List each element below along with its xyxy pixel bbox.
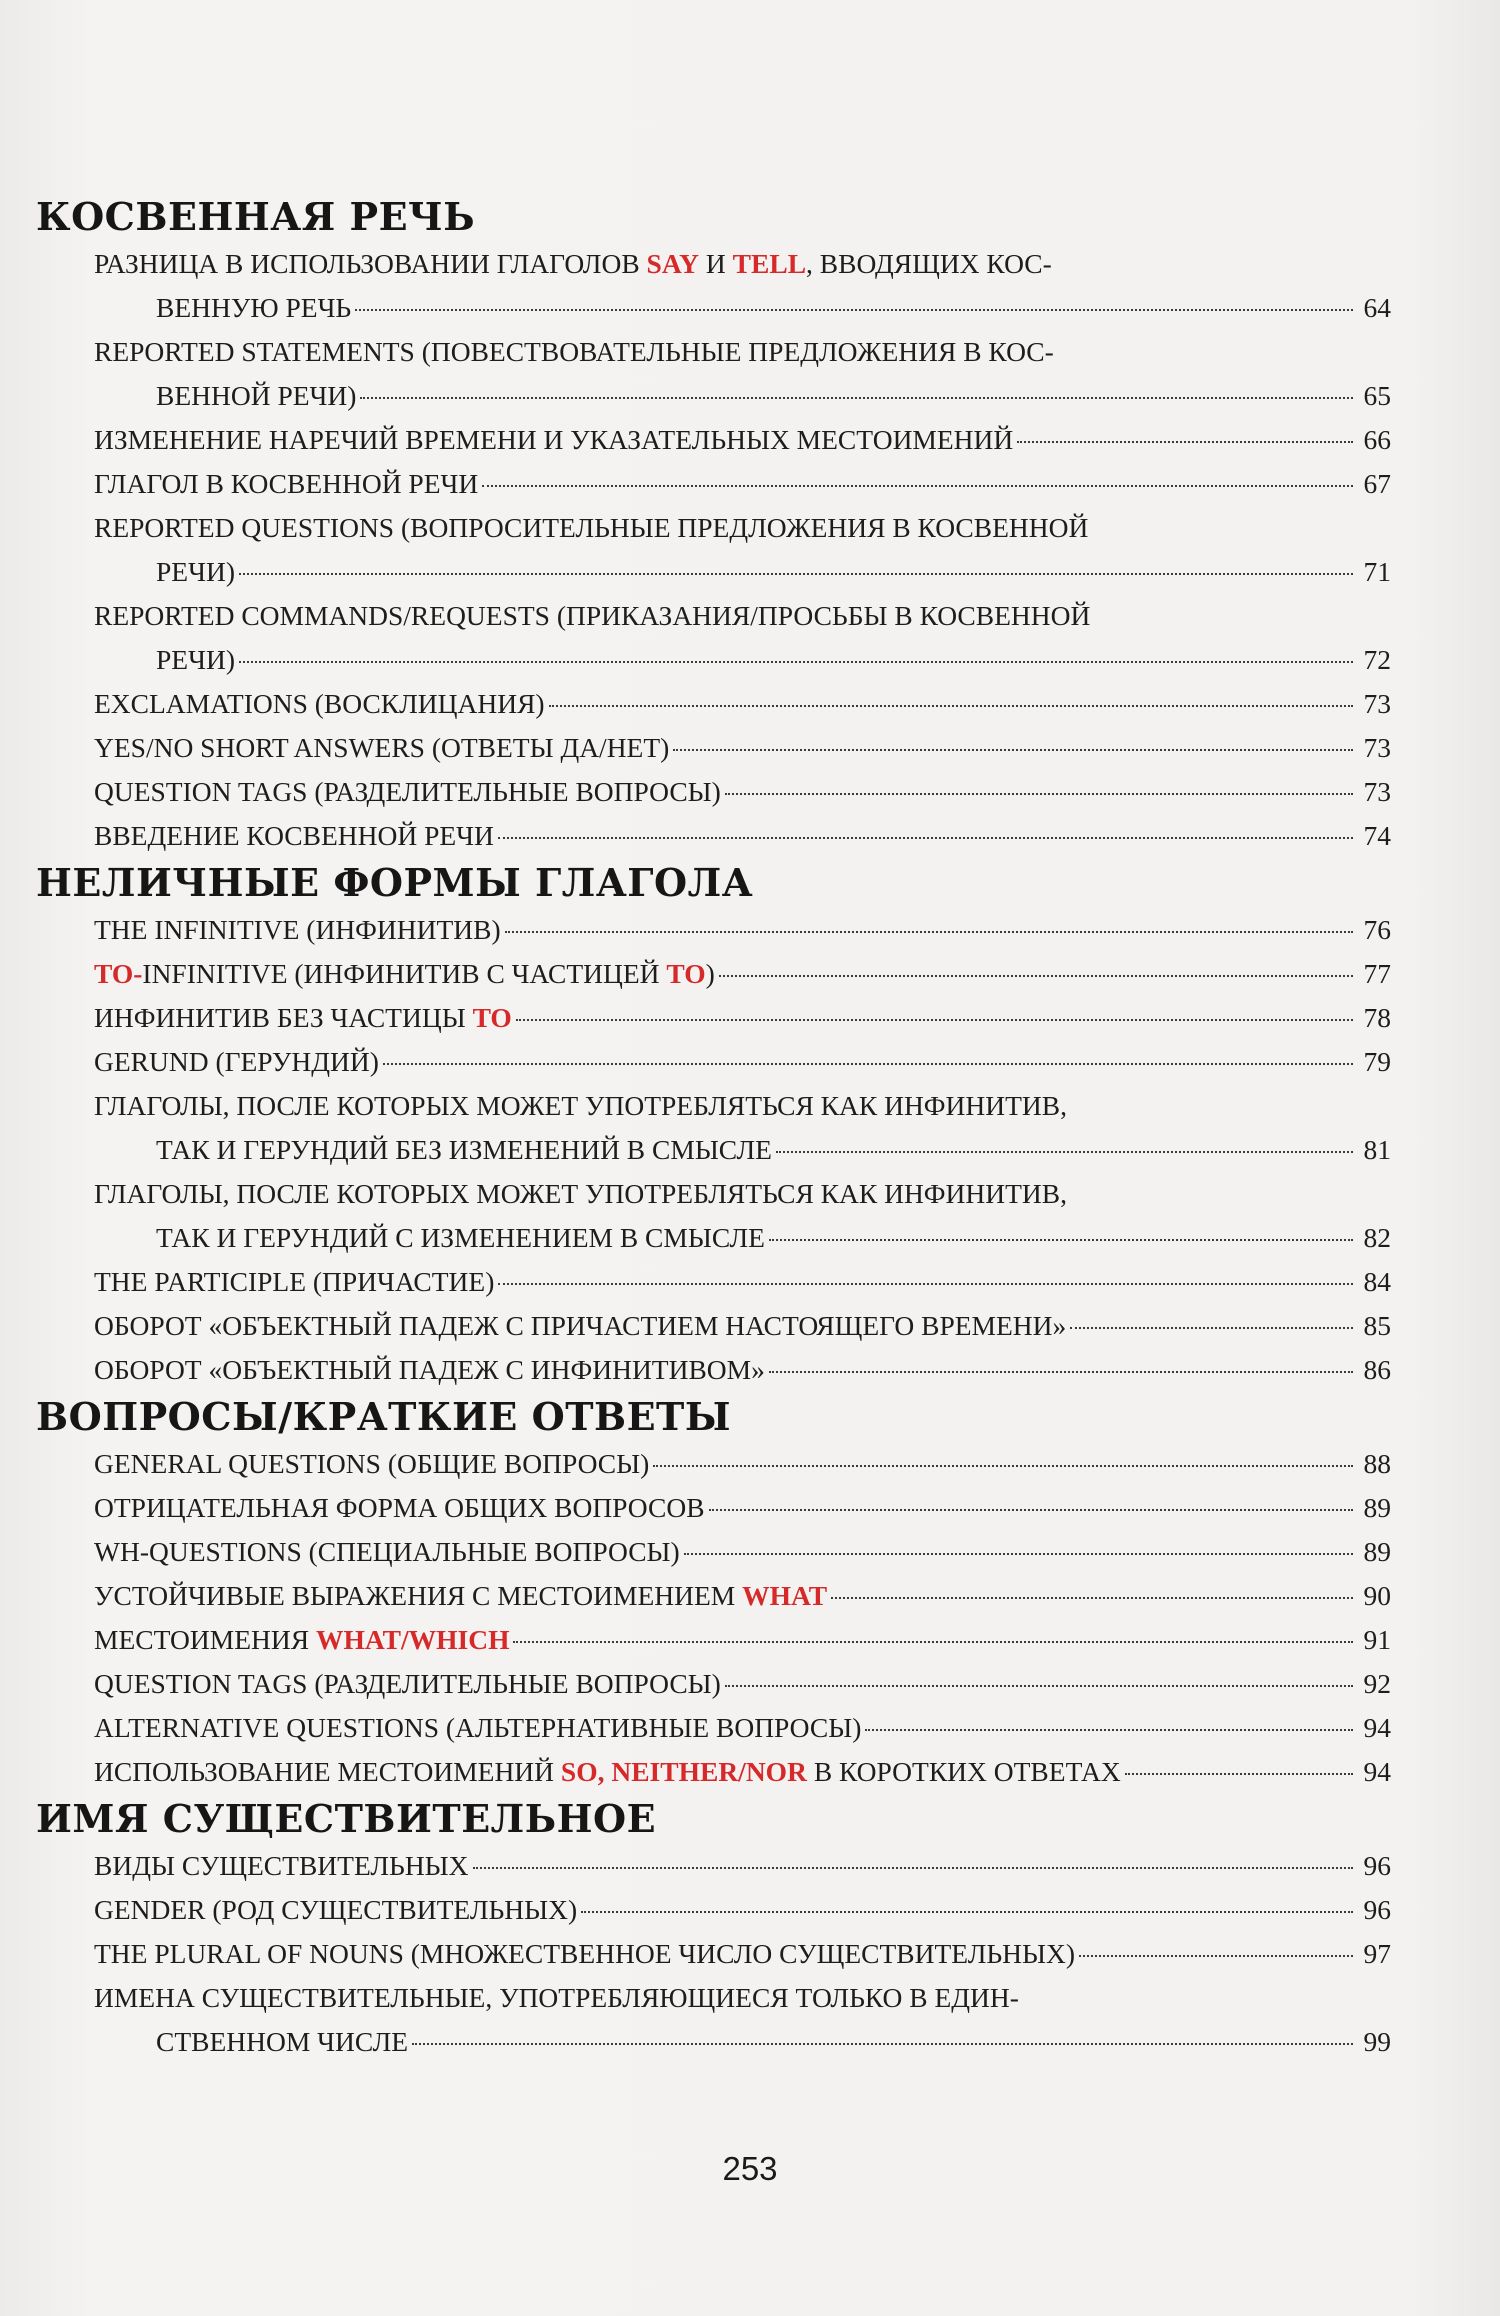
entry-text: ВВЕДЕНИЕ КОСВЕННОЙ РЕЧИ	[94, 820, 494, 851]
highlighted-term: SO, NEITHER/NOR	[560, 1756, 807, 1787]
dot-leader	[383, 1063, 1353, 1065]
entry-title	[94, 1260, 494, 1304]
entry-text: THE INFINITIVE (ИНФИНИТИВ)	[94, 914, 501, 945]
entry-page-number: 86	[1363, 1354, 1391, 1385]
dot-leader	[1125, 1773, 1353, 1775]
entry-title-continuation: РЕЧИ)	[156, 556, 235, 587]
highlighted-term: TELL	[732, 248, 807, 279]
entry-page-number: 91	[1363, 1624, 1391, 1655]
entry-text: THE PARTICIPLE (ПРИЧАСТИЕ)	[94, 1266, 495, 1297]
dot-leader	[473, 1867, 1353, 1869]
entry-title	[94, 1706, 861, 1750]
entry-title-continuation: ВЕННОЙ РЕЧИ)	[156, 380, 357, 411]
toc-entry	[94, 770, 1391, 814]
toc-entry	[94, 1574, 1391, 1618]
entry-text: GERUND (ГЕРУНДИЙ)	[94, 1046, 379, 1077]
entry-title	[94, 1888, 577, 1932]
toc-entry	[94, 1706, 1391, 1750]
dot-leader	[1079, 1955, 1353, 1957]
toc-section	[36, 1794, 1391, 2064]
dot-leader	[355, 309, 1353, 311]
toc-entry	[94, 908, 1391, 952]
toc-entry	[94, 242, 1391, 330]
toc-entry	[94, 952, 1391, 996]
toc-section	[36, 1392, 1391, 1794]
toc-entry	[94, 726, 1391, 770]
dot-leader	[360, 397, 1353, 399]
entry-page-number: 67	[1363, 468, 1391, 499]
dot-leader	[513, 1641, 1353, 1643]
entry-page-number: 73	[1363, 732, 1391, 763]
entry-page-number: 82	[1363, 1222, 1391, 1253]
entry-text: МЕСТОИМЕНИЯ	[94, 1624, 316, 1655]
toc-entry	[94, 1442, 1391, 1486]
entry-text: ALTERNATIVE QUESTIONS (АЛЬТЕРНАТИВНЫЕ ВОПРОСЫ)	[94, 1712, 862, 1743]
dot-leader	[581, 1911, 1353, 1913]
entry-text: ИСПОЛЬЗОВАНИЕ МЕСТОИМЕНИЙ	[94, 1756, 561, 1787]
entry-text: )	[705, 958, 715, 989]
highlighted-term: TO	[472, 1002, 512, 1033]
entry-text: EXCLAMATIONS (ВОСКЛИЦАНИЯ)	[94, 688, 545, 719]
entry-title	[94, 1750, 1121, 1794]
entry-title	[94, 1304, 1066, 1348]
dot-leader	[1017, 441, 1353, 443]
entry-page-number: 94	[1363, 1712, 1391, 1743]
dot-leader	[653, 1465, 1353, 1467]
entry-text: ИМЕНА СУЩЕСТВИТЕЛЬНЫЕ, УПОТРЕБЛЯЮЩИЕСЯ ТОЛЬКО В ЕДИН-	[94, 1982, 1019, 2013]
entry-text: YES/NO SHORT ANSWERS (ОТВЕТЫ ДА/НЕТ)	[94, 732, 670, 763]
section-title: ВОПРОСЫ/КРАТКИЕ ОТВЕТЫ	[36, 1394, 731, 1439]
entry-page-number: 96	[1363, 1850, 1391, 1881]
entry-title	[94, 594, 1090, 638]
entry-title	[94, 682, 545, 726]
toc-entry	[94, 1304, 1391, 1348]
entry-text: WH-QUESTIONS (СПЕЦИАЛЬНЫЕ ВОПРОСЫ)	[94, 1536, 680, 1567]
entry-page-number: 84	[1363, 1266, 1391, 1297]
toc-entry	[94, 462, 1391, 506]
toc-entry	[94, 1172, 1391, 1260]
entry-title	[94, 770, 721, 814]
entry-title-continuation: ТАК И ГЕРУНДИЙ С ИЗМЕНЕНИЕМ В СМЫСЛЕ	[156, 1222, 765, 1253]
toc-entry	[94, 1888, 1391, 1932]
highlighted-term: TO-	[94, 958, 143, 989]
dot-leader	[516, 1019, 1353, 1021]
entry-title	[94, 1662, 721, 1706]
entry-page-number: 90	[1363, 1580, 1391, 1611]
toc-entry	[94, 330, 1391, 418]
entry-page-number: 66	[1363, 424, 1391, 455]
toc-entry	[94, 682, 1391, 726]
entry-page-number: 64	[1363, 292, 1391, 323]
entry-text: ГЛАГОЛЫ, ПОСЛЕ КОТОРЫХ МОЖЕТ УПОТРЕБЛЯТЬСЯ КАК ИНФИНИТИВ,	[94, 1178, 1067, 1209]
entry-page-number: 89	[1363, 1536, 1391, 1567]
toc-entry	[94, 1976, 1391, 2064]
dot-leader	[725, 793, 1353, 795]
entry-page-number: 72	[1363, 644, 1391, 675]
entry-text: ГЛАГОЛЫ, ПОСЛЕ КОТОРЫХ МОЖЕТ УПОТРЕБЛЯТЬСЯ КАК ИНФИНИТИВ,	[94, 1090, 1067, 1121]
entry-text: , ВВОДЯЩИХ КОС-	[806, 248, 1052, 279]
toc-entry	[94, 1750, 1391, 1794]
entry-page-number: 74	[1363, 820, 1391, 851]
entry-title	[94, 1172, 1067, 1216]
entry-text: ОБОРОТ «ОБЪЕКТНЫЙ ПАДЕЖ С ПРИЧАСТИЕМ НАСТОЯЩЕГО ВРЕМЕНИ»	[94, 1310, 1067, 1341]
entry-page-number: 88	[1363, 1448, 1391, 1479]
dot-leader	[498, 1283, 1353, 1285]
entry-text: ГЛАГОЛ В КОСВЕННОЙ РЕЧИ	[94, 468, 479, 499]
entry-text: В КОРОТКИХ ОТВЕТАХ	[806, 1756, 1121, 1787]
entry-text: ИЗМЕНЕНИЕ НАРЕЧИЙ ВРЕМЕНИ И УКАЗАТЕЛЬНЫХ МЕСТОИМЕНИЙ	[94, 424, 1014, 455]
toc-entry	[94, 814, 1391, 858]
entry-title	[94, 330, 1054, 374]
toc-entry	[94, 1486, 1391, 1530]
entry-text: ОТРИЦАТЕЛЬНАЯ ФОРМА ОБЩИХ ВОПРОСОВ	[94, 1492, 705, 1523]
entry-title	[94, 418, 1013, 462]
dot-leader	[1070, 1327, 1353, 1329]
highlighted-term: WHAT/WHICH	[315, 1624, 510, 1655]
section-title: ИМЯ СУЩЕСТВИТЕЛЬНОЕ	[36, 1796, 657, 1841]
entry-title	[94, 1084, 1067, 1128]
entry-text: QUESTION TAGS (РАЗДЕЛИТЕЛЬНЫЕ ВОПРОСЫ)	[94, 1668, 721, 1699]
entry-text: РАЗНИЦА В ИСПОЛЬЗОВАНИИ ГЛАГОЛОВ	[94, 248, 647, 279]
dot-leader	[412, 2043, 1353, 2045]
entry-page-number: 65	[1363, 380, 1391, 411]
entry-page-number: 89	[1363, 1492, 1391, 1523]
entry-page-number: 99	[1363, 2026, 1391, 2057]
dot-leader	[498, 837, 1353, 839]
toc-entry	[94, 996, 1391, 1040]
toc-section	[36, 192, 1391, 858]
entry-text: GENERAL QUESTIONS (ОБЩИЕ ВОПРОСЫ)	[94, 1448, 650, 1479]
entry-title	[94, 726, 669, 770]
toc-entry	[94, 1348, 1391, 1392]
entry-page-number: 96	[1363, 1894, 1391, 1925]
entry-text: ОБОРОТ «ОБЪЕКТНЫЙ ПАДЕЖ С ИНФИНИТИВОМ»	[94, 1354, 765, 1385]
entry-page-number: 73	[1363, 776, 1391, 807]
entry-title-continuation: РЕЧИ)	[156, 644, 235, 675]
toc-entry	[94, 1662, 1391, 1706]
entry-title	[94, 952, 715, 996]
highlighted-term: TO	[666, 958, 706, 989]
entry-text: THE PLURAL OF NOUNS (МНОЖЕСТВЕННОЕ ЧИСЛО СУЩЕСТВИТЕЛЬНЫХ)	[94, 1938, 1076, 1969]
entry-page-number: 78	[1363, 1002, 1391, 1033]
entry-page-number: 85	[1363, 1310, 1391, 1341]
toc-entry	[94, 1040, 1391, 1084]
entry-title	[94, 1348, 765, 1392]
entry-page-number: 79	[1363, 1046, 1391, 1077]
entry-page-number: 77	[1363, 958, 1391, 989]
entry-title	[94, 1844, 469, 1888]
toc-entry	[94, 418, 1391, 462]
entry-title	[94, 462, 478, 506]
entry-title-continuation: ВЕННУЮ РЕЧЬ	[156, 292, 352, 323]
toc-section	[36, 858, 1391, 1392]
entry-page-number: 76	[1363, 914, 1391, 945]
entry-page-number: 92	[1363, 1668, 1391, 1699]
toc-entry	[94, 1084, 1391, 1172]
entry-title	[94, 1618, 509, 1662]
dot-leader	[725, 1685, 1353, 1687]
dot-leader	[865, 1729, 1353, 1731]
dot-leader	[776, 1151, 1353, 1153]
entry-page-number: 81	[1363, 1134, 1391, 1165]
entry-title-continuation: СТВЕННОМ ЧИСЛЕ	[156, 2026, 409, 2057]
toc-entry	[94, 1618, 1391, 1662]
highlighted-term: WHAT	[742, 1580, 828, 1611]
entry-text: GENDER (РОД СУЩЕСТВИТЕЛЬНЫХ)	[94, 1894, 578, 1925]
toc-entry	[94, 1260, 1391, 1304]
entry-title-continuation: ТАК И ГЕРУНДИЙ БЕЗ ИЗМЕНЕНИЙ В СМЫСЛЕ	[156, 1134, 772, 1165]
entry-title	[94, 1574, 827, 1618]
dot-leader	[239, 661, 1353, 663]
entry-title	[94, 1932, 1075, 1976]
dot-leader	[769, 1371, 1353, 1373]
toc-entry	[94, 1932, 1391, 1976]
section-title: НЕЛИЧНЫЕ ФОРМЫ ГЛАГОЛА	[36, 860, 754, 905]
entry-page-number: 71	[1363, 556, 1391, 587]
entry-text: REPORTED STATEMENTS (ПОВЕСТВОВАТЕЛЬНЫЕ ПРЕДЛОЖЕНИЯ В КОС-	[94, 336, 1054, 367]
entry-page-number: 94	[1363, 1756, 1391, 1787]
dot-leader	[549, 705, 1353, 707]
entry-text: ВИДЫ СУЩЕСТВИТЕЛЬНЫХ	[94, 1850, 469, 1881]
dot-leader	[684, 1553, 1353, 1555]
entry-title	[94, 506, 1088, 550]
highlighted-term: SAY	[646, 248, 700, 279]
entry-title	[94, 242, 1052, 286]
toc-entry	[94, 1530, 1391, 1574]
entry-text: INFINITIVE (ИНФИНИТИВ С ЧАСТИЦЕЙ	[142, 958, 667, 989]
entry-title	[94, 1442, 649, 1486]
entry-title	[94, 1486, 705, 1530]
dot-leader	[831, 1597, 1353, 1599]
entry-text: УСТОЙЧИВЫЕ ВЫРАЖЕНИЯ С МЕСТОИМЕНИЕМ	[94, 1580, 743, 1611]
dot-leader	[719, 975, 1353, 977]
dot-leader	[482, 485, 1353, 487]
entry-title	[94, 908, 501, 952]
entry-text: REPORTED COMMANDS/REQUESTS (ПРИКАЗАНИЯ/ПРОСЬБЫ В КОСВЕННОЙ	[94, 600, 1091, 631]
entry-text: QUESTION TAGS (РАЗДЕЛИТЕЛЬНЫЕ ВОПРОСЫ)	[94, 776, 721, 807]
entry-page-number: 97	[1363, 1938, 1391, 1969]
entry-text: И	[699, 248, 733, 279]
entry-title	[94, 1530, 680, 1574]
entry-title	[94, 814, 494, 858]
section-title: КОСВЕННАЯ РЕЧЬ	[36, 194, 476, 239]
toc-entry	[94, 594, 1391, 682]
dot-leader	[769, 1239, 1353, 1241]
entry-text: REPORTED QUESTIONS (ВОПРОСИТЕЛЬНЫЕ ПРЕДЛОЖЕНИЯ В КОСВЕННОЙ	[94, 512, 1089, 543]
table-of-contents	[36, 192, 1391, 2064]
entry-title	[94, 1976, 1019, 2020]
dot-leader	[709, 1509, 1353, 1511]
entry-title	[94, 1040, 379, 1084]
entry-title	[94, 996, 512, 1040]
dot-leader	[505, 931, 1353, 933]
toc-entry	[94, 506, 1391, 594]
dot-leader	[239, 573, 1353, 575]
toc-entry	[94, 1844, 1391, 1888]
entry-page-number: 73	[1363, 688, 1391, 719]
entry-text: ИНФИНИТИВ БЕЗ ЧАСТИЦЫ	[94, 1002, 473, 1033]
dot-leader	[673, 749, 1353, 751]
page-number: 253	[722, 2150, 778, 2187]
